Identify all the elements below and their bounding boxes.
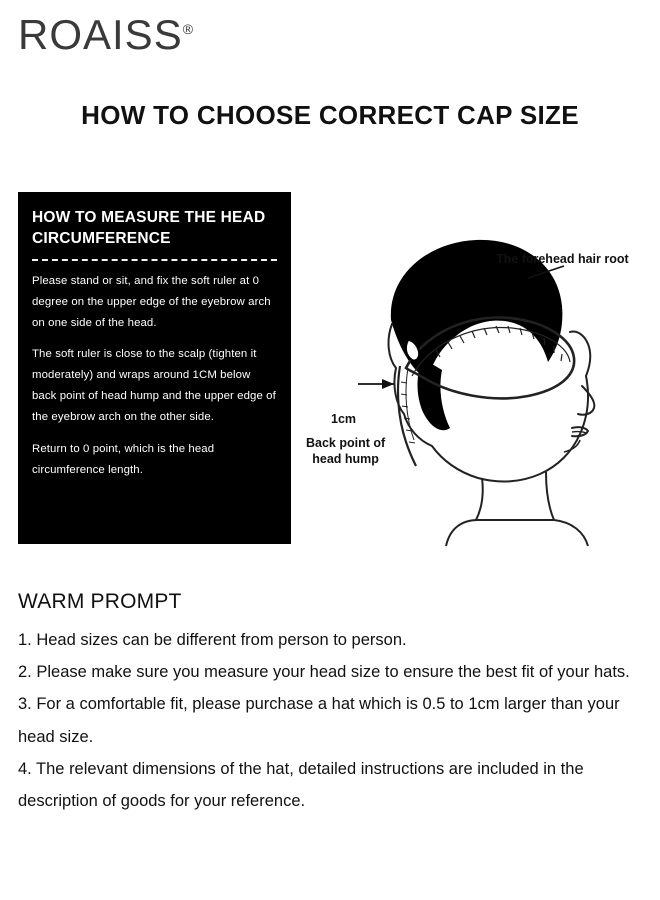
head-measurement-illustration [296,190,660,550]
warm-prompt-item: 1. Head sizes can be different from person to person. [18,631,407,649]
head-diagram-svg [296,190,660,550]
warm-prompt-item: 3. For a comfortable fit, please purchase a hat which is 0.5 to 1cm larger than your head size. [18,695,620,746]
warm-prompt-item: 2. Please make sure you measure your head size to ensure the best fit of your hats. [18,663,630,682]
warm-prompt-title: WARM PROMPT [18,590,182,613]
label-back-point-line-1: Back point of [306,436,386,450]
panel-divider [32,259,277,261]
panel-title: HOW TO MEASURE THE HEAD CIRCUMFERENCE [32,209,266,247]
tape-hanging-end [398,366,416,466]
registered-trademark-icon: ® [182,21,194,37]
chin-line [564,440,580,452]
neck-back-line [476,478,483,520]
shoulders-outline [446,520,588,546]
brand-name: ROAISS [18,11,183,58]
warm-prompt-list [18,624,650,817]
panel-paragraph-1: Please stand or sit, and fix the soft ruler at 0 degree on the upper edge of the eyebrow arch on one side of the head. [32,274,271,330]
label-back-point-of-head-hump [306,436,385,467]
panel-paragraph-2: The soft ruler is close to the scalp (tighten it moderately) and wraps around 1CM below back point of head hump and the upper edge of the eyebrow arch on the other side. [32,348,276,424]
sideburn-shape [418,358,451,430]
brand-logo [18,11,194,58]
warm-prompt-item: 4. The relevant dimensions of the hat, detailed instructions are included in the description of goods for your reference. [18,759,584,810]
label-one-cm: 1cm [331,412,357,426]
backpoint-arrow-head-icon [382,379,394,389]
panel-paragraph-3: Return to 0 point, which is the head circumference length. [32,442,215,476]
tape-hanging-inner-edge [406,368,414,440]
page-title: HOW TO CHOOSE CORRECT CAP SIZE [81,100,579,130]
neck-front-line [546,472,554,520]
label-back-point-line-2: head hump [312,451,379,466]
label-forehead-hair-root: The forehead hair root [496,252,629,266]
measure-instructions-panel [18,192,291,544]
